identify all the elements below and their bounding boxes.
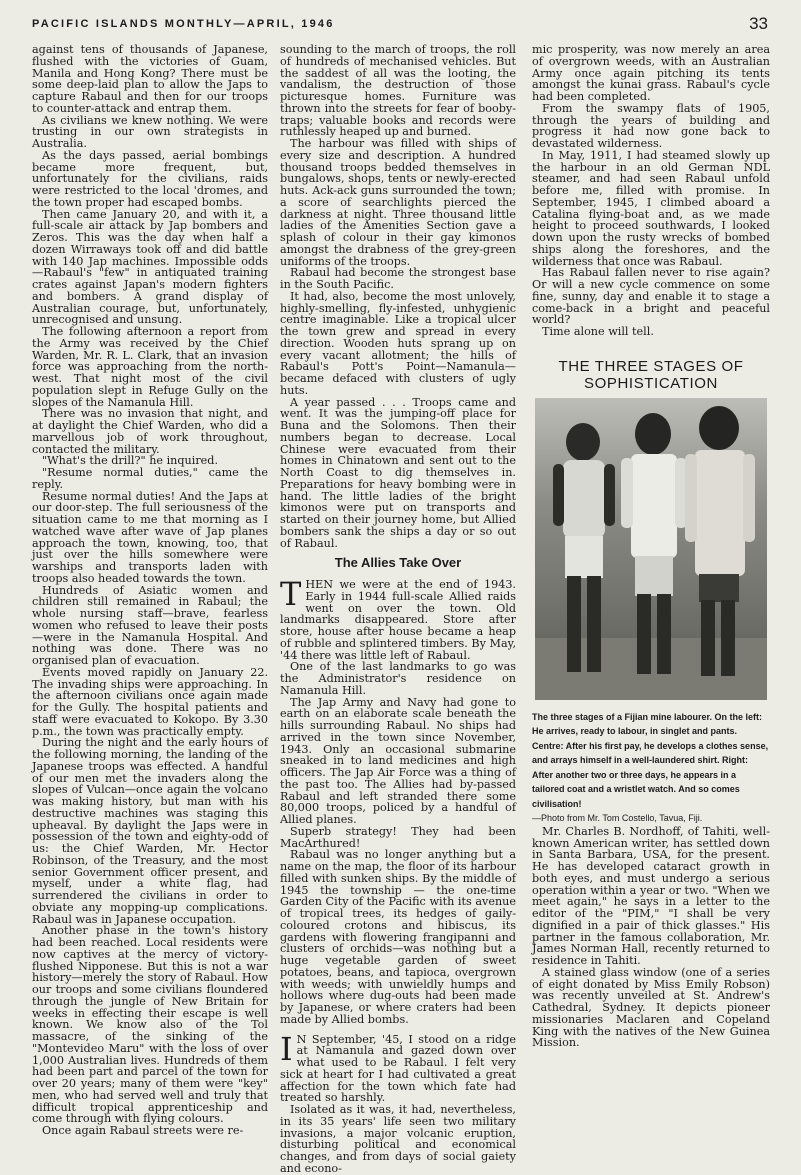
paragraph-text: N September, '45, I stood on a ridge at Namanula and gazed down over what used to be Rabaul. I felt very sick at heart for I had cultivated a great affection for the town which fate had treated so harshly. [280, 1032, 516, 1105]
paragraph: Resume normal duties! And the Japs at our door-step. The full seriousness of the situation came to me that morning as I watched wave after wave of Jap planes approach the town, knowing, too, that just over the hills somewhere were warships and transports laden with troops also headed towards the town. [32, 489, 268, 585]
paragraph: A stained glass window (one of a series of eight donated by Miss Emily Robson) was recently unveiled at St. Andrew's Cathedral, Sydney. It depicts pioneer missionaries Maclaren and Copeland King with the natives of the New Guinea Mission. [532, 965, 770, 1050]
running-title: PACIFIC ISLANDS MONTHLY—APRIL, 1946 [32, 18, 335, 30]
sidebar-title [532, 358, 770, 392]
sidebar-title-line: SOPHISTICATION [584, 374, 718, 392]
paragraph: Rabaul was no longer anything but a name on the map, the floor of its harbour filled with sunken ships. By the middle of 1945 the township — the one-time Garden City of the Pacific with its avenue of tropical trees, its hedges of gaily-coloured crotons and hibiscus, its gardens with flowering frangipanni and clusters of orchids—was nothing but a huge vegetable garden of sweet potatoes, beans, and tapioca, overgrown with weeds; with unwieldly humps and hollows where dug-outs had been made by Japanese, or where craters had been made by Allied bombs. [280, 848, 516, 1026]
paragraph: During the night and the early hours of the following morning, the landing of the Japanese troops was effected. A handful of our men met the invaders along the slopes of Vulcan—once again the volcano was making history, but man with his destructive machines was staging this upheaval. By daylight the Japs were in possession of the town and eighty-odd of us: the Chief Warden, Mr. Hector Robinson, of the Treasury, and the most senior Government officer present, and myself, under a white flag, had surrendered the civilians in order to obviate any mopping-up complications. Rabaul was in Japanese occupation. [32, 736, 268, 926]
paragraph: One of the last landmarks to go was the Administrator's residence on Namanula Hill. [280, 660, 516, 697]
paragraph: Once again Rabaul streets were re- [42, 1124, 244, 1137]
paragraph: There was no invasion that night, and at daylight the Chief Warden, who did a marvellous job of work throughout, contacted the military. [32, 407, 268, 456]
dropcap-paragraph [280, 1029, 516, 1105]
paragraph: Isolated as it was, it had, nevertheless, in its 35 years' life seen two military invasions, a major volcanic eruption, disturbing political and economical changes, and from days of social gaiety and econo- [280, 1103, 516, 1175]
drop-cap: I [280, 1029, 293, 1068]
paragraph: sounding to the march of troops, the roll of hundreds of mechanised vehicles. But the saddest of all was the looting, the vandalism, the destruction of those picturesque homes. Furniture was thrown into the streets for fear of booby-traps; valuable books and records were ruthlessly heaped up and burned. [280, 43, 516, 139]
paragraph: mic prosperity, was now merely an area of overgrown weeds, with an Australian Army once again pitching its tents amongst the kunai grass. Rabaul's cycle had been completed. [532, 43, 770, 103]
paragraph: Then came January 20, and with it, a full-scale air attack by Jap bombers and Zeros. This was the day when half a dozen Wirraways took off and did battle with 140 Jap machines. Impossible odds —Rabaul's "few" in antiquated training crates against Japan's modern fighters and bombers. A grand display of Australian courage, but, unfortunately, unrecognised and unsung. [32, 207, 268, 327]
paragraph: "What's the drill?" he inquired. [42, 454, 219, 468]
sidebar-title-line: THE THREE STAGES OF [558, 357, 744, 375]
paragraph: A year passed . . . Troops came and went. It was the jumping-off place for Buna and the Solomons. Then their numbers began to decrease. Local Chinese were evacuated from their homes in Chinatown and sent out to the North Coast to dig themselves in. Preparations for heavy bombing were in hand. The little ladies of the bright kimonos were put on transports and started on their journey home, but Allied bombers sank the ships a day or so out of Rabaul. [280, 395, 516, 550]
page-number: 33 [749, 14, 768, 33]
paragraph: Events moved rapidly on January 22. The invading ships were approaching. In the afternoon civilians once again made for the Gully. The hospital patients and staff were evacuated to Kokopo. By 3.30 p.m., the town was practically empty. [32, 665, 268, 738]
paragraph: Has Rabaul fallen never to rise again? Or will a new cycle commence on some fine, sunny, day and enable it to stage a come-back in a bright and peaceful world? [532, 266, 770, 327]
paragraph: Rabaul had become the strongest base in the South Pacific. [280, 266, 516, 291]
paragraph: Hundreds of Asiatic women and children still remained in Rabaul; the whole nursing staff—brave, fearless women who refused to leave their posts—were in the Namanula Hospital. And nothing was done. There was no organised plan of evacuation. [32, 583, 268, 667]
paragraph: Mr. Charles B. Nordhoff, of Tahiti, well-known American writer, has settled down in Santa Barbara, USA, for the present. He has developed cataract growth in both eyes, and must undergo a serious operation within a year or two. "When we meet again," he says in a letter to the editor of the "PIM," "I shall be very dignified in a pair of thick glasses." His partner in the famous collaboration, Mr. James Norman Hall, recently returned to residence in Tahiti. [532, 824, 770, 967]
photo-caption [532, 710, 770, 826]
caption-text: The three stages of a Fijian mine labourer. On the left: He arrives, ready to labour, in singlet and pants. Centre: After his first pay, he develops a clothes sense, and arrays himself in a well-laundered shirt. Right: After another two or three days, he appears in a tailored coat and a wristlet watch. And so comes civilisation! [532, 711, 769, 809]
paragraph: The following afternoon a report from the Army was received by the Chief Warden, Mr. R. L. Clark, that an invasion force was approaching from the north-west. That night most of the civil population slept in Refuge Gully on the slopes of the Namanula Hill. [32, 325, 268, 409]
column-3 [532, 44, 770, 1049]
photo-credit: —Photo from Mr. Tom Costello, Tavua, Fiji. [532, 813, 703, 824]
paragraph: against tens of thousands of Japanese, flushed with the victories of Guam, Manila and Hong Kong? There must be some deep-laid plan to allow the Japs to capture Rabaul and then for our troops to counter-attack and entrap them. [32, 43, 268, 115]
column-2 [280, 44, 516, 1175]
paragraph-text: HEN we were at the end of 1943. Early in 1944 full-scale Allied raids went on over the town. Old landmarks disappeared. Store after store, house after house became a heap of rubble and splintered timbers. By May, '44 there was little left of Rabaul. [280, 578, 517, 662]
column-1 [32, 44, 268, 1137]
running-header [32, 14, 768, 38]
paragraph: As the days passed, aerial bombings became more frequent, but, unfortunately for the civilians, raids were restricted to the local 'dromes, and the town proper had escaped bombs. [32, 148, 268, 209]
paragraph: Time alone will tell. [542, 325, 654, 338]
paragraph: From the swampy flats of 1905, through the years of building and progress it had now gone back to devastated wilderness. [532, 101, 770, 150]
paragraph: The Jap Army and Navy had gone to earth on an elaborate scale beneath the hills surrounding Rabaul. No ships had arrived in the town since November, 1943. Only an occasional submarine sneaked in to land medicines and high officers. The Jap Air Force was a thing of the past too. The Allies had by-passed Rabaul and left stranded there some 80,000 troops, policed by a handful of Allied planes. [280, 695, 516, 826]
paragraph: As civilians we knew nothing. We were trusting in our own strategists in Australia. [32, 113, 268, 150]
paragraph: It had, also, become the most unlovely, highly-smelling, fly-infested, unhygienic centre imaginable. Like a tropical ulcer the town grew and spread in every direction. Wooden huts sprang up on every vacant allotment; the hills of Rabaul's Pott's Point—Namanula—became defaced with clusters of ugly huts. [280, 289, 516, 397]
paragraph: "Resume normal duties," came the reply. [32, 466, 268, 491]
dropcap-paragraph [280, 575, 517, 662]
photo-illustration [535, 398, 767, 700]
drop-cap: T [280, 575, 302, 613]
section-heading: The Allies Take Over [334, 555, 462, 571]
fijian-labourers-photo [535, 398, 767, 700]
paragraph: Another phase in the town's history had been reached. Local residents were now captives at the mercy of victory-flushed Nipponese. But this is not a war history—merely the story of Rabaul. How our troops and some civilians floundered through the jungle of New Britain for weeks in effecting their escape is well known. We know also of the Tol massacre, of the sinking of the "Montevideo Maru" with the loss of over 1,000 Australian lives. Hundreds of them had been part and parcel of the town for over 20 years; many of them were "key" men, who had served well and truly that difficult tropical apprenticeship and come through with flying colours. [32, 924, 268, 1126]
paragraph: The harbour was filled with ships of every size and description. A hundred thousand troops bedded themselves in bungalows, shops, tents or newly-erected huts. Ack-ack guns surrounded the town; a score of searchlights pierced the darkness at night. Three thousand little ladies of the Amenities Section gave a splash of colour in their gay kimonos amongst the drabness of the grey-green uniforms of the troops. [280, 137, 516, 268]
paragraph: Superb strategy! They had been MacArthured! [280, 824, 516, 850]
paragraph: In May, 1911, I had steamed slowly up the harbour in an old German NDL steamer, and had seen Rabaul unfold before me, filled with promise. In September, 1945, I climbed aboard a Catalina flying-boat and, as we made height to proceed southwards, I looked down upon the rusty wrecks of bombed ships along the foreshores, and the wilderness that once was Rabaul. [532, 148, 770, 268]
